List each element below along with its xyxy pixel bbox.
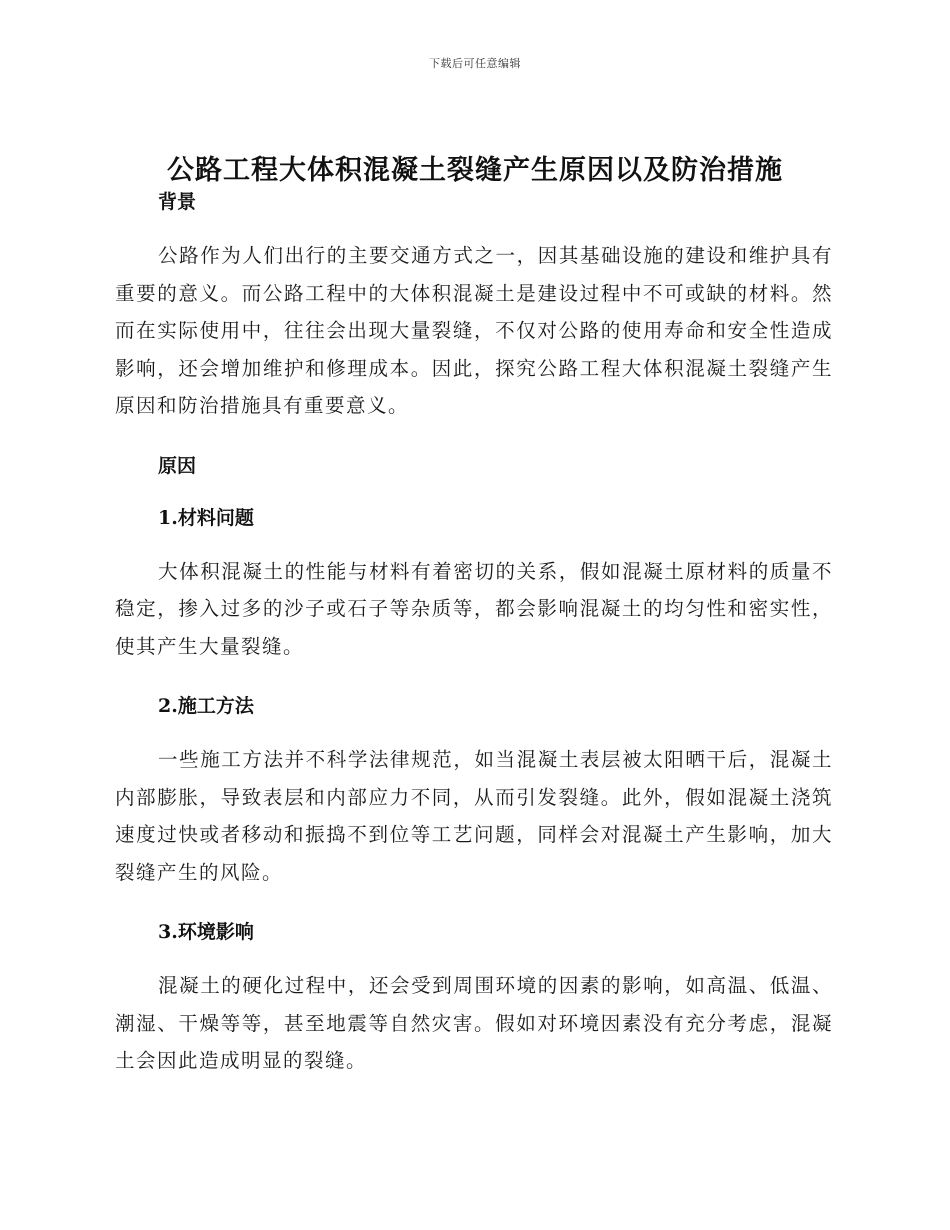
section-heading-background: 背景 xyxy=(158,191,197,213)
header-note: 下载后可任意编辑 xyxy=(429,57,521,70)
section-paragraph-environment: 混凝土的硬化过程中，还会受到周围环境的因素的影响，如高温、低温、潮湿、干燥等等，甚至地震等自然灾害。假如对环境因素没有充分考虑，混凝土会因此造成明显的裂缝。 xyxy=(115,974,833,1072)
section-paragraph-background: 公路作为人们出行的主要交通方式之一，因其基础设施的建设和维护具有重要的意义。而公路工程中的大体积混凝土是建设过程中不可或缺的材料。然而在实际使用中，往往会出现大量裂缝，不仅对公路的使用寿命和安全性造成影响，还会增加维护和修理成本。因此，探究公路工程大体积混凝土裂缝产生原因和防治措施具有重要意义。 xyxy=(115,244,833,417)
document-body xyxy=(115,185,833,1080)
section-heading-construction: 2.施工方法 xyxy=(158,695,254,717)
section-paragraph-construction: 一些施工方法并不科学法律规范，如当混凝土表层被太阳晒干后，混凝土内部膨胀，导致表层和内部应力不同，从而引发裂缝。此外，假如混凝土浇筑速度过快或者移动和振捣不到位等工艺问题，同样会对混凝土产生影响，加大裂缝产生的风险。 xyxy=(115,748,833,884)
section-heading-material: 1.材料问题 xyxy=(158,506,254,529)
document-title: 公路工程大体积混凝土裂缝产生原因以及防治措施 xyxy=(167,155,783,186)
section-paragraph-material: 大体积混凝土的性能与材料有着密切的关系，假如混凝土原材料的质量不稳定，掺入过多的沙子或石子等杂质等，都会影响混凝土的均匀性和密实性，使其产生大量裂缝。 xyxy=(115,559,833,658)
section-heading-causes: 原因 xyxy=(158,454,197,477)
section-heading-environment: 3.环境影响 xyxy=(158,921,254,943)
